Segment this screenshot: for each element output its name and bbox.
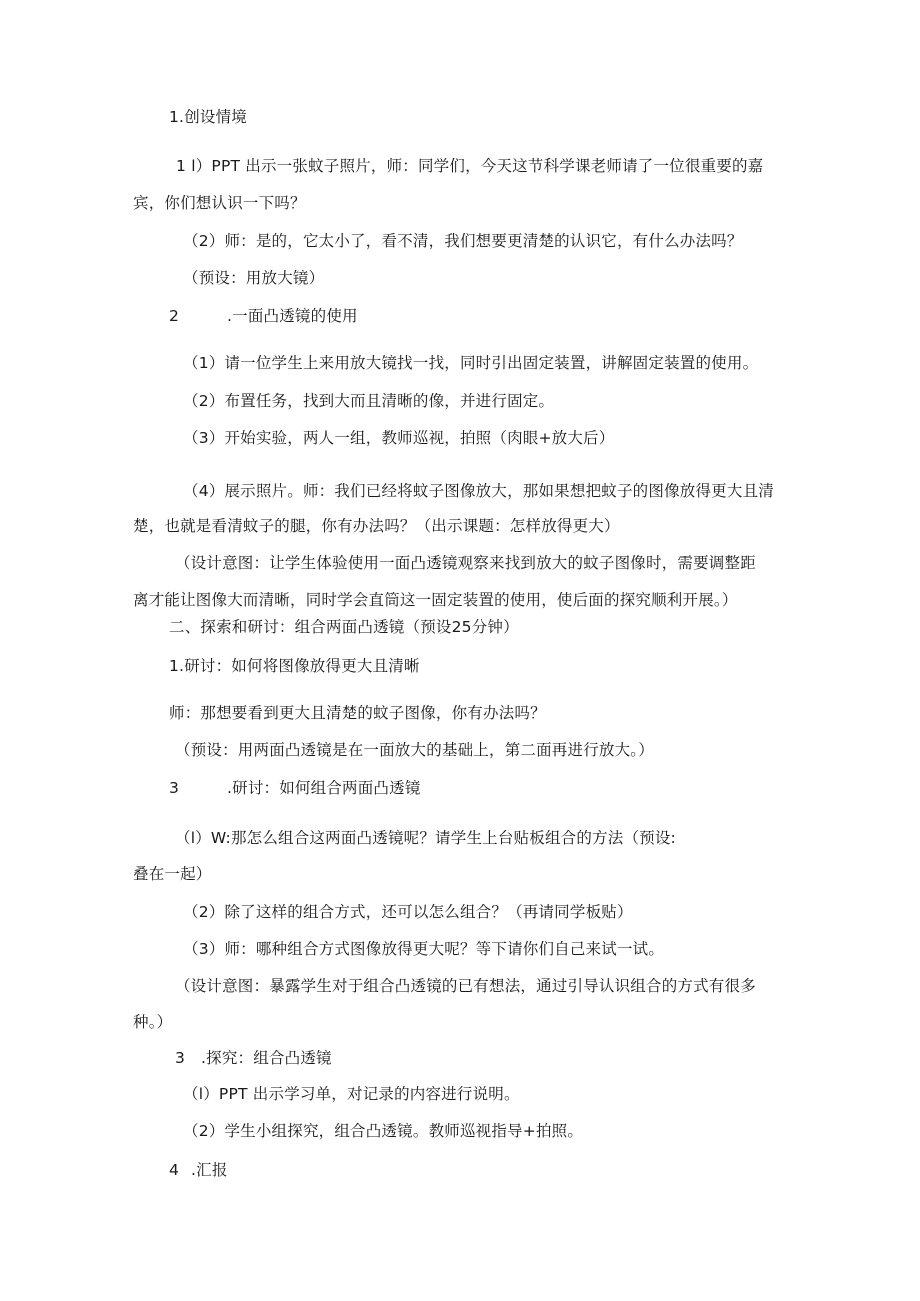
paragraph-line: （4）展示照片。师：我们已经将蚊子图像放大，那如果想把蚊子的图像放得更大且清 [183, 482, 774, 500]
paragraph-line: （2）除了这样的组合方式，还可以怎么组合？（再请同学板贴） [183, 903, 633, 921]
section-heading-explore: 二、探索和研讨：组合两面凸透镜（预设25分钟） [169, 618, 519, 636]
paragraph-line: （1）请一位学生上来用放大镜找一找，同时引出固定装置，讲解固定装置的使用。 [183, 354, 759, 372]
paragraph-line: （2）布置任务，找到大而且清晰的像，并进行固定。 [183, 392, 555, 410]
paragraph-line: （3）师：哪种组合方式图像放得更大呢？等下请你们自己来试一试。 [183, 940, 665, 958]
paragraph-line: 楚，也就是看清蚊子的腿，你有办法吗？（出示课题：怎样放得更大） [133, 517, 620, 535]
paragraph-line: 叠在一起） [133, 865, 212, 883]
heading-discussion-3: 3 .研讨：如何组合两面凸透镜 [169, 779, 421, 797]
design-intent-line: 离才能让图像大而清晰，同时学会直筒这一固定装置的使用，使后面的探究顺利开展。） [133, 591, 738, 609]
heading-discussion-1: 1.研讨：如何将图像放得更大且清晰 [169, 657, 420, 675]
heading-single-lens: 2 .一面凸透镜的使用 [169, 307, 358, 325]
paragraph-line: （l）W:那怎么组合这两面凸透镜呢？请学生上台贴板组合的方法（预设: [175, 829, 676, 847]
heading-inquiry: 3 .探究：组合凸透镜 [175, 1049, 332, 1067]
paragraph-line: 1 l）PPT 出示一张蚊子照片，师：同学们，今天这节科学课老师请了一位很重要的嘉 [176, 157, 764, 175]
paragraph-line: （2）师：是的，它太小了，看不清，我们想要更清楚的认识它，有什么办法吗？ [183, 232, 743, 250]
paragraph-line: （3）开始实验，两人一组，教师巡视，拍照（肉眼+放大后） [183, 429, 615, 447]
heading-create-scenario: 1.创设情境 [169, 108, 248, 126]
heading-report: 4 .汇报 [169, 1161, 228, 1179]
design-intent-line: 种。） [133, 1013, 173, 1031]
design-intent-line: （设计意图：让学生体验使用一面凸透镜观察来找到放大的蚊子图像时，需要调整距 [175, 554, 756, 572]
paragraph-line: 宾，你们想认识一下吗？ [133, 194, 306, 212]
paragraph-line: （l）PPT 出示学习单，对记录的内容进行说明。 [183, 1085, 520, 1103]
paragraph-line: （预设：用两面凸透镜是在一面放大的基础上，第二面再进行放大。） [175, 741, 654, 759]
paragraph-line: 师：那想要看到更大且清楚的蚊子图像，你有办法吗？ [169, 704, 546, 722]
design-intent-line: （设计意图：暴露学生对于组合凸透镜的已有想法，通过引导认识组合的方式有很多 [175, 977, 756, 995]
paragraph-line: （2）学生小组探究，组合凸透镜。教师巡视指导+拍照。 [183, 1122, 584, 1140]
paragraph-line: （预设：用放大镜） [183, 269, 325, 287]
